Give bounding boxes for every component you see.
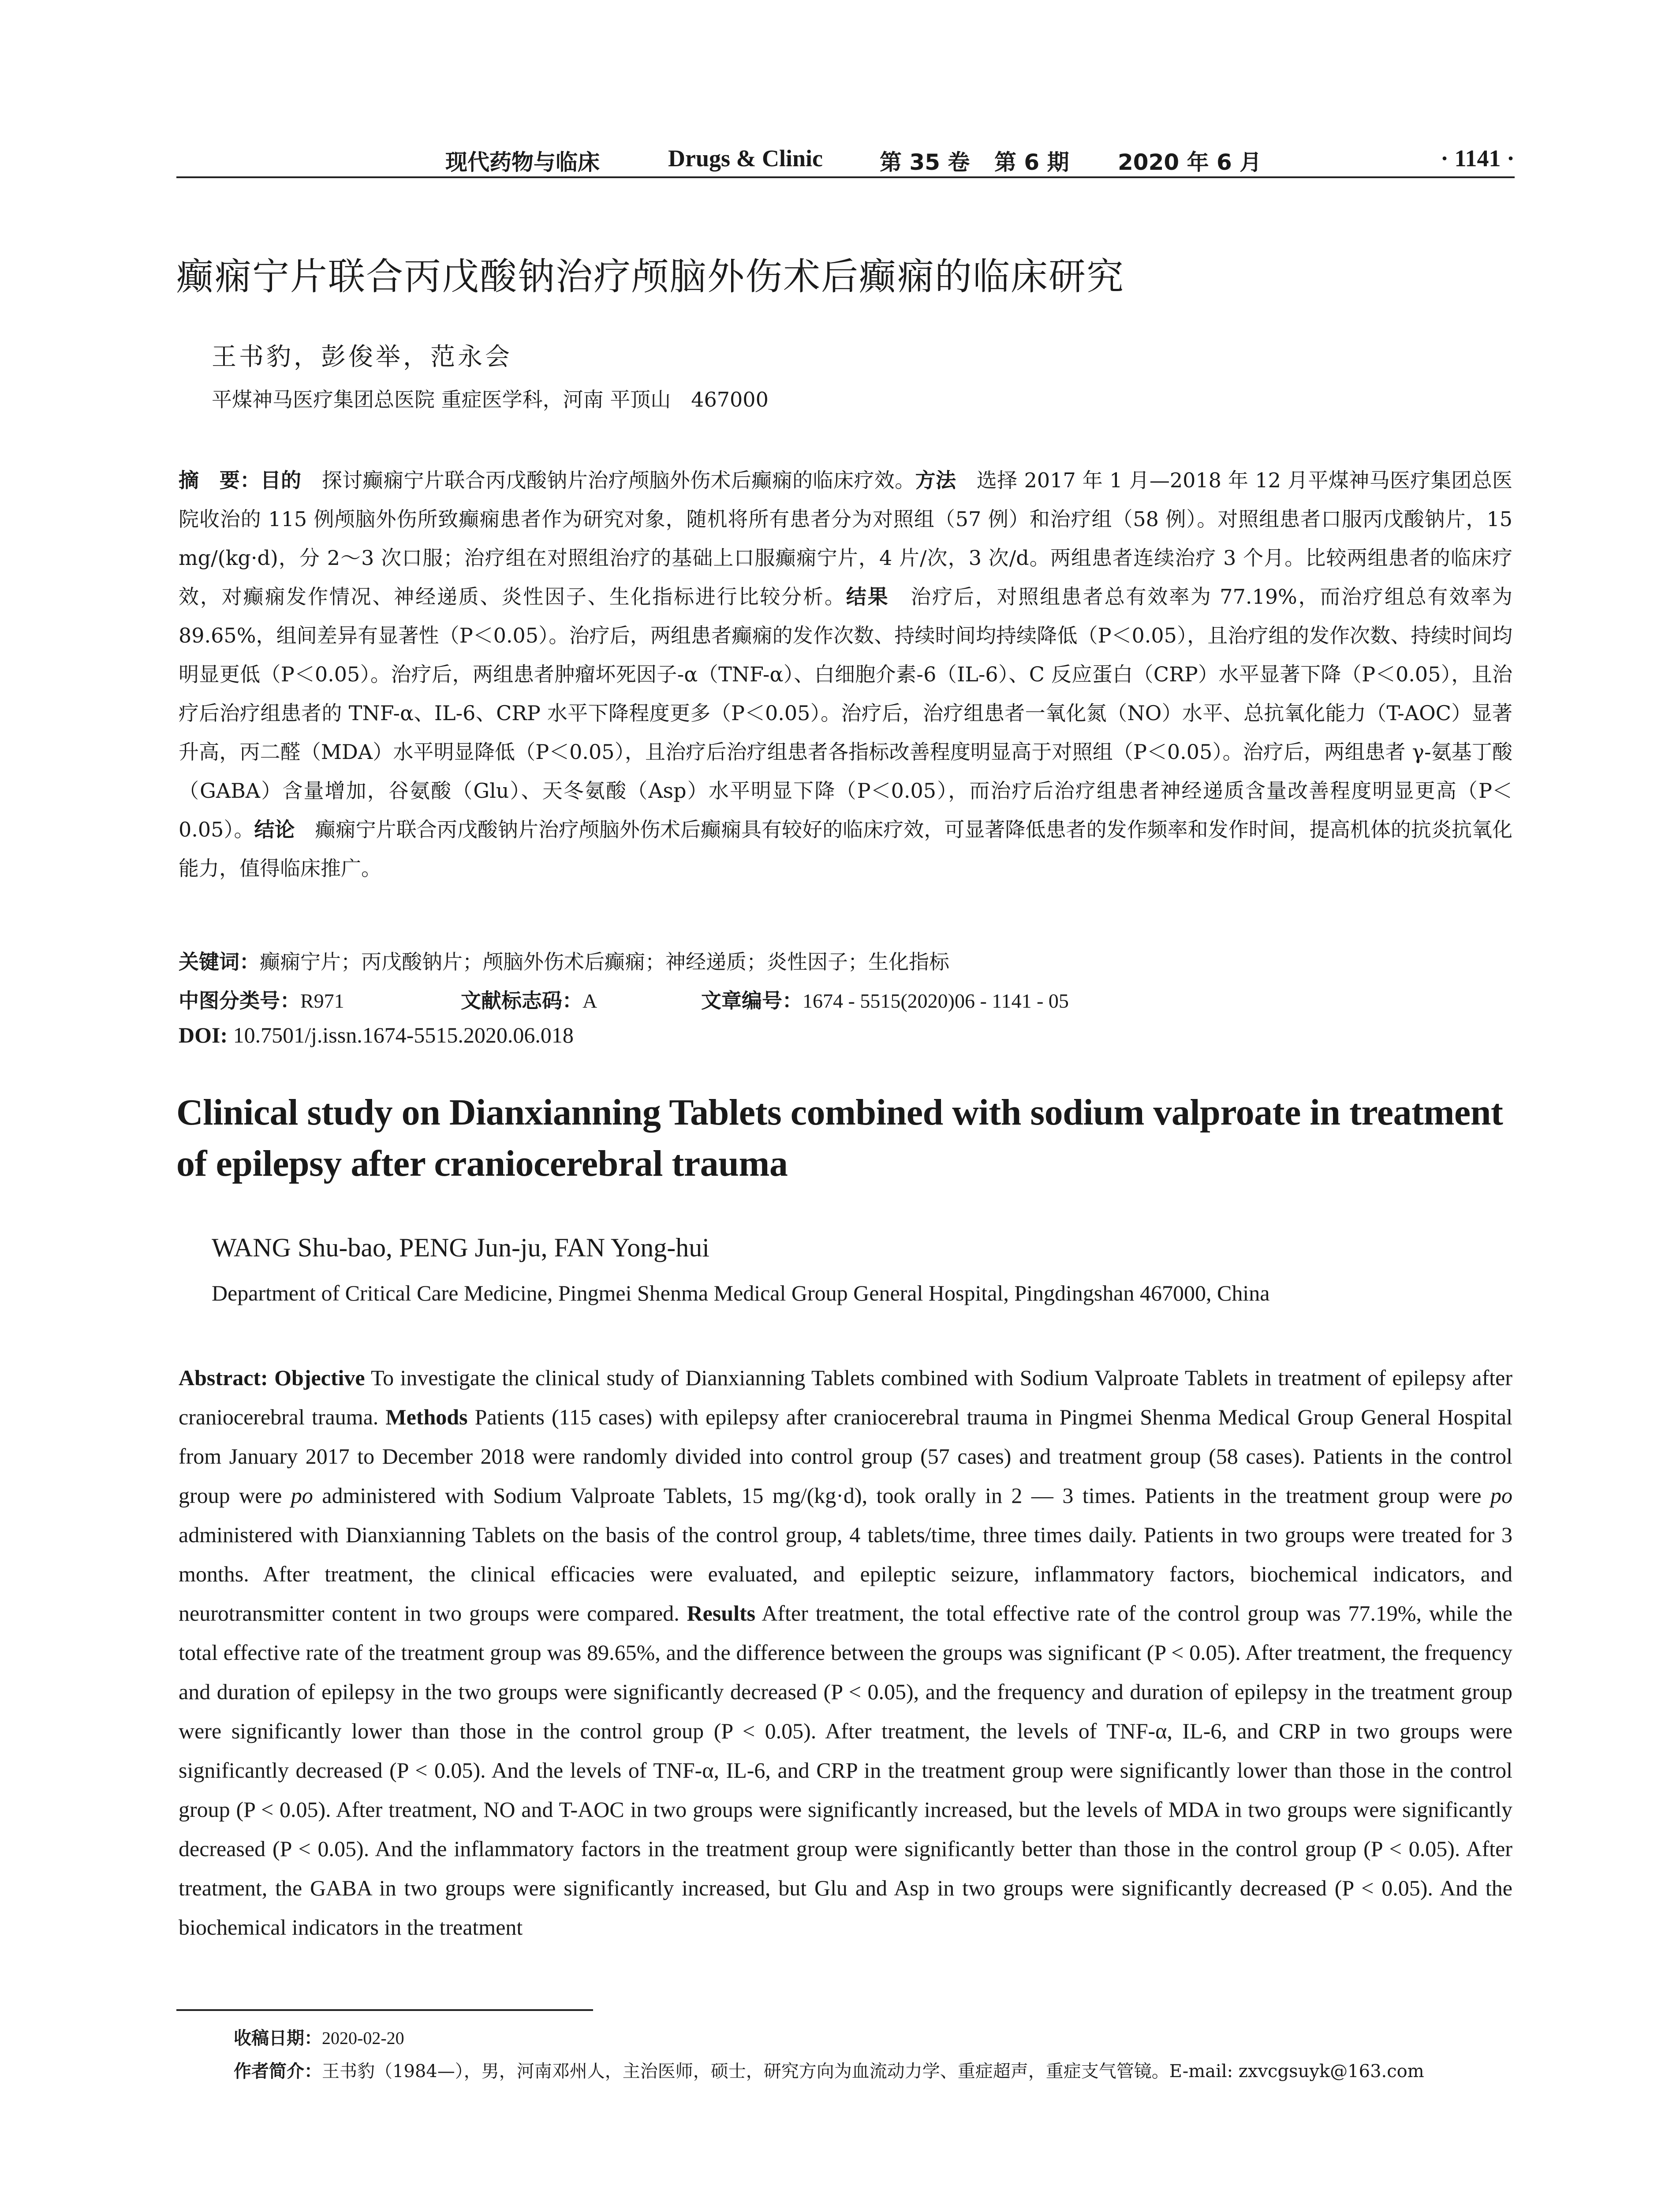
volume: 第 35 卷 [880, 149, 970, 175]
results-text-cn: 治疗后，对照组患者总有效率为 77.19%，而治疗组总有效率为 89.65%，组间差异有显著性（P＜0.05）。治疗后，两组患者癫痫的发作次数、持续时间均持续降低（P＜0.05），且治疗组的发作次数、持续时间均明显更低（P＜0.05）。治疗后，两组患者肿瘤坏死因子-α（TNF-α）、白细胞介素-6（IL-6）、C 反应蛋白（CRP）水平显著下降（P＜0.05），且治疗后治疗组患者的 TNF-α、IL-6、CRP 水平下降程度更多（P＜0.05）。治疗后，治疗组患者一氧化氮（NO）水平、总抗氧化能力（T-AOC）显著升高，丙二醛（MDA）水平明显降低（P＜0.05），且治疗后治疗组患者各指标改善程度明显高于对照组（P＜0.05）。治疗后，两组患者 γ-氨基丁酸（GABA）含量增加，谷氨酸（Glu）、天冬氨酸（Asp）水平明显下降（P＜0.05），而治疗后治疗组患者神经递质含量改善程度明显更高（P＜0.05）。 [179, 585, 1513, 841]
doi-line [179, 1022, 1512, 1048]
methods-text-cn: 选择 2017 年 1 月—2018 年 12 月平煤神马医疗集团总医院收治的 115 例颅脑外伤所致癫痫患者作为研究对象，随机将所有患者分为对照组（57 例）和治疗组（58 例）。对照组患者口服丙戊酸钠片，15 mg/(kg·d)，分 2～3 次口服；治疗组在对照组治疗的基础上口服癫痫宁片，4 片/次，3 次/d。两组患者连续治疗 3 个月。比较两组患者的临床疗效，对癫痫发作情况、神经递质、炎性因子、生化指标进行比较分析。 [179, 468, 1513, 609]
abstract-cn [179, 461, 1512, 888]
authors-cn: 王书豹，彭俊举，范永会 [212, 343, 512, 371]
article-title-cn: 癫痫宁片联合丙戊酸钠治疗颅脑外伤术后癫痫的临床研究 [176, 255, 1125, 298]
objective-label-cn: 目的 [260, 468, 302, 492]
methods-text-en-3: administered with Dianxianning Tablets on the basis of the control group, 4 tablets/time, three times daily. Patients in two groups were treated for 3 months. After treatment, the clinical efficacies were evaluated, and epileptic seizure, inflammatory factors, biochemical indicators, and neurotransmitter content in two groups were compared. [179, 1522, 1512, 1626]
po-abbrev-1: po [291, 1483, 313, 1508]
authors-en: WANG Shu-bao, PENG Jun-ju, FAN Yong-hui [212, 1233, 709, 1262]
results-label-en: Results [687, 1601, 756, 1626]
author-bio [234, 2057, 1424, 2082]
article-number-label: 文章编号： [701, 989, 803, 1013]
issue-date: 2020 年 6 月 [1118, 149, 1262, 175]
keywords-cn [179, 946, 1512, 975]
objective-text-cn: 探讨癫痫宁片联合丙戊酸钠片治疗颅脑外伤术后癫痫的临床疗效。 [301, 468, 915, 492]
doc-code-value: A [582, 990, 597, 1012]
affiliation-cn: 平煤神马医疗集团总医院 重症医学科，河南 平顶山 467000 [212, 388, 769, 411]
abstract-objective-label-en: Abstract: Objective [179, 1365, 365, 1390]
clc-label: 中图分类号： [179, 989, 300, 1013]
author-bio-text: 王书豹（1984—），男，河南邓州人，主治医师，硕士，研究方向为血流动力学、重症超声，重症支气管镜。E-mail: zxvcgsuyk@163.com [322, 2061, 1424, 2082]
keywords-text-cn: 癫痫宁片；丙戊酸钠片；颅脑外伤术后癫痫；神经递质；炎性因子；生化指标 [260, 950, 949, 974]
methods-text-en-2: administered with Sodium Valproate Tablets, 15 mg/(kg·d), took orally in 2 — 3 times. Patients in the treatment group were [313, 1483, 1490, 1508]
results-text-en: After treatment, the total effective rate of the control group was 77.19%, while the total effective rate of the treatment group was 89.65%, and the difference between the groups was significant (P < 0.05). After treatment, the frequency and duration of epilepsy in the two groups were significantly decreased (P < 0.05), and the frequency and duration of epilepsy in the treatment group were significantly lower than those in the control group (P < 0.05). After treatment, the levels of TNF-α, IL-6, and CRP in two groups were significantly decreased (P < 0.05). And the levels of TNF-α, IL-6, and CRP in the treatment group were significantly lower than those in the control group (P < 0.05). After treatment, NO and T-AOC in two groups were significantly increased, but the levels of MDA in two groups were significantly decreased (P < 0.05). And the inflammatory factors in the treatment group were significantly better than those in the control group (P < 0.05). After treatment, the GABA in two groups were significantly increased, but Glu and Asp in two groups were significantly decreased (P < 0.05). And the biochemical indicators in the treatment [179, 1601, 1512, 1940]
author-bio-label: 作者简介： [234, 2061, 322, 2082]
affiliation-en: Department of Critical Care Medicine, Pingmei Shenma Medical Group General Hospital, Pingdingshan 467000, China [212, 1281, 1270, 1305]
methods-label-en: Methods [385, 1405, 468, 1429]
conclusion-label-cn: 结论 [254, 818, 295, 841]
results-label-cn: 结果 [846, 585, 889, 609]
abstract-en [179, 1358, 1512, 1947]
doi-link[interactable]: 10.7501/j.issn.1674-5515.2020.06.018 [228, 1023, 574, 1047]
methods-label-cn: 方法 [915, 468, 956, 492]
article-number [701, 985, 1069, 1014]
journal-name-en: Drugs & Clinic [668, 145, 823, 172]
classification-line [179, 985, 1512, 1014]
page-number: · 1141 · [1440, 145, 1515, 172]
keywords-label-cn: 关键词： [179, 950, 260, 974]
running-header [176, 140, 1515, 176]
received-label: 收稿日期： [234, 2028, 322, 2048]
article-number-value: 1674 - 5515(2020)06 - 1141 - 05 [803, 990, 1069, 1012]
objective-text-en: To investigate the clinical study of Dianxianning Tablets combined with Sodium Valproate Tablets in treatment of epilepsy after craniocerebral trauma. [179, 1365, 1512, 1429]
footnote-rule [176, 2009, 593, 2011]
doc-code [461, 985, 597, 1014]
doi-label: DOI: [179, 1023, 228, 1047]
header-rule [176, 176, 1515, 178]
po-abbrev-2: po [1490, 1483, 1512, 1508]
conclusion-text-cn: 癫痫宁片联合丙戊酸钠片治疗颅脑外伤术后癫痫具有较好的临床疗效，可显著降低患者的发作频率和发作时间，提高机体的抗炎抗氧化能力，值得临床推广。 [179, 818, 1513, 880]
article-title-en: Clinical study on Dianxianning Tablets combined with sodium valproate in treatment of epilepsy after craniocerebral trauma [176, 1092, 1503, 1184]
journal-name-cn: 现代药物与临床 [445, 149, 600, 175]
clc-value: R971 [300, 990, 344, 1012]
received-date [234, 2024, 404, 2049]
abstract-label-cn: 摘 要： [179, 468, 261, 492]
issue: 第 6 期 [994, 149, 1069, 175]
methods-text-en-1: Patients (115 cases) with epilepsy after craniocerebral trauma in Pingmei Shenma Medical Group General Hospital from January 2017 to December 2018 were randomly divided into control group (57 cases) and treatment group (58 cases). Patients in the control group were [179, 1405, 1512, 1508]
received-value: 2020-02-20 [322, 2028, 404, 2048]
doc-code-label: 文献标志码： [461, 989, 582, 1013]
